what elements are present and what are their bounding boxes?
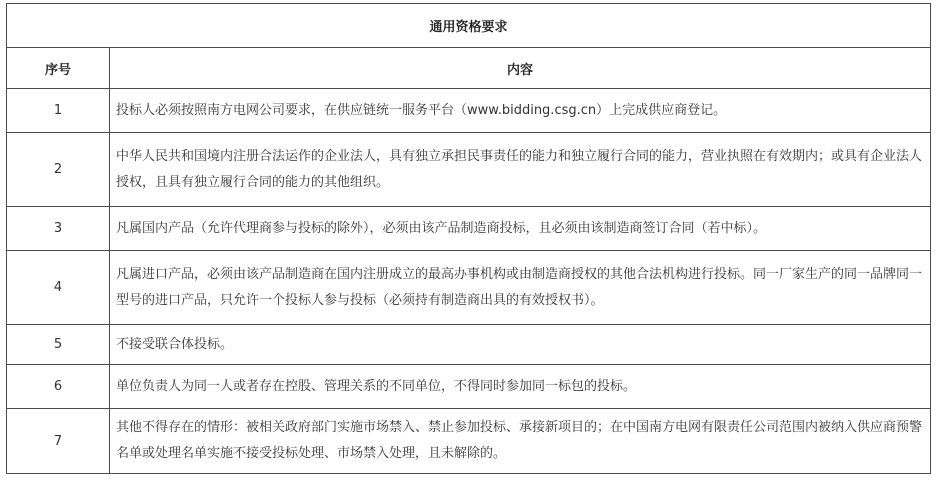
row-number: 1 xyxy=(7,89,110,133)
table-row xyxy=(7,251,931,325)
row-content: 其他不得存在的情形：被相关政府部门实施市场禁入、禁止参加投标、承接新项目的；在中国南方电网有限责任公司范围内被纳入供应商预警名单或处理名单实施不接受投标处理、市场禁入处理，且未解除的。 xyxy=(110,409,931,474)
table-title: 通用资格要求 xyxy=(7,4,931,48)
row-number: 2 xyxy=(7,133,110,207)
row-content: 单位负责人为同一人或者存在控股、管理关系的不同单位，不得同时参加同一标包的投标。 xyxy=(110,365,931,409)
table-title-row xyxy=(7,4,931,48)
table-row xyxy=(7,133,931,207)
row-number: 5 xyxy=(7,325,110,365)
header-number: 序号 xyxy=(7,48,110,89)
row-number: 7 xyxy=(7,409,110,474)
row-content: 不接受联合体投标。 xyxy=(110,325,931,365)
qualification-table xyxy=(6,3,931,474)
table-row xyxy=(7,409,931,474)
row-number: 3 xyxy=(7,207,110,251)
row-number: 6 xyxy=(7,365,110,409)
row-content: 中华人民共和国境内注册合法运作的企业法人，具有独立承担民事责任的能力和独立履行合同的能力，营业执照在有效期内；或具有企业法人授权，且具有独立履行合同的能力的其他组织。 xyxy=(110,133,931,207)
header-content: 内容 xyxy=(110,48,931,89)
row-number: 4 xyxy=(7,251,110,325)
row-content: 凡属进口产品，必须由该产品制造商在国内注册成立的最高办事机构或由制造商授权的其他合法机构进行投标。同一厂家生产的同一品牌同一型号的进口产品，只允许一个投标人参与投标（必须持有制造商出具的有效授权书）。 xyxy=(110,251,931,325)
table-row xyxy=(7,325,931,365)
table-header-row xyxy=(7,48,931,89)
row-content: 凡属国内产品（允许代理商参与投标的除外），必须由该产品制造商投标，且必须由该制造商签订合同（若中标）。 xyxy=(110,207,931,251)
table-row xyxy=(7,89,931,133)
row-content: 投标人必须按照南方电网公司要求，在供应链统一服务平台（www.bidding.csg.cn）上完成供应商登记。 xyxy=(110,89,931,133)
table-row xyxy=(7,207,931,251)
table-row xyxy=(7,365,931,409)
